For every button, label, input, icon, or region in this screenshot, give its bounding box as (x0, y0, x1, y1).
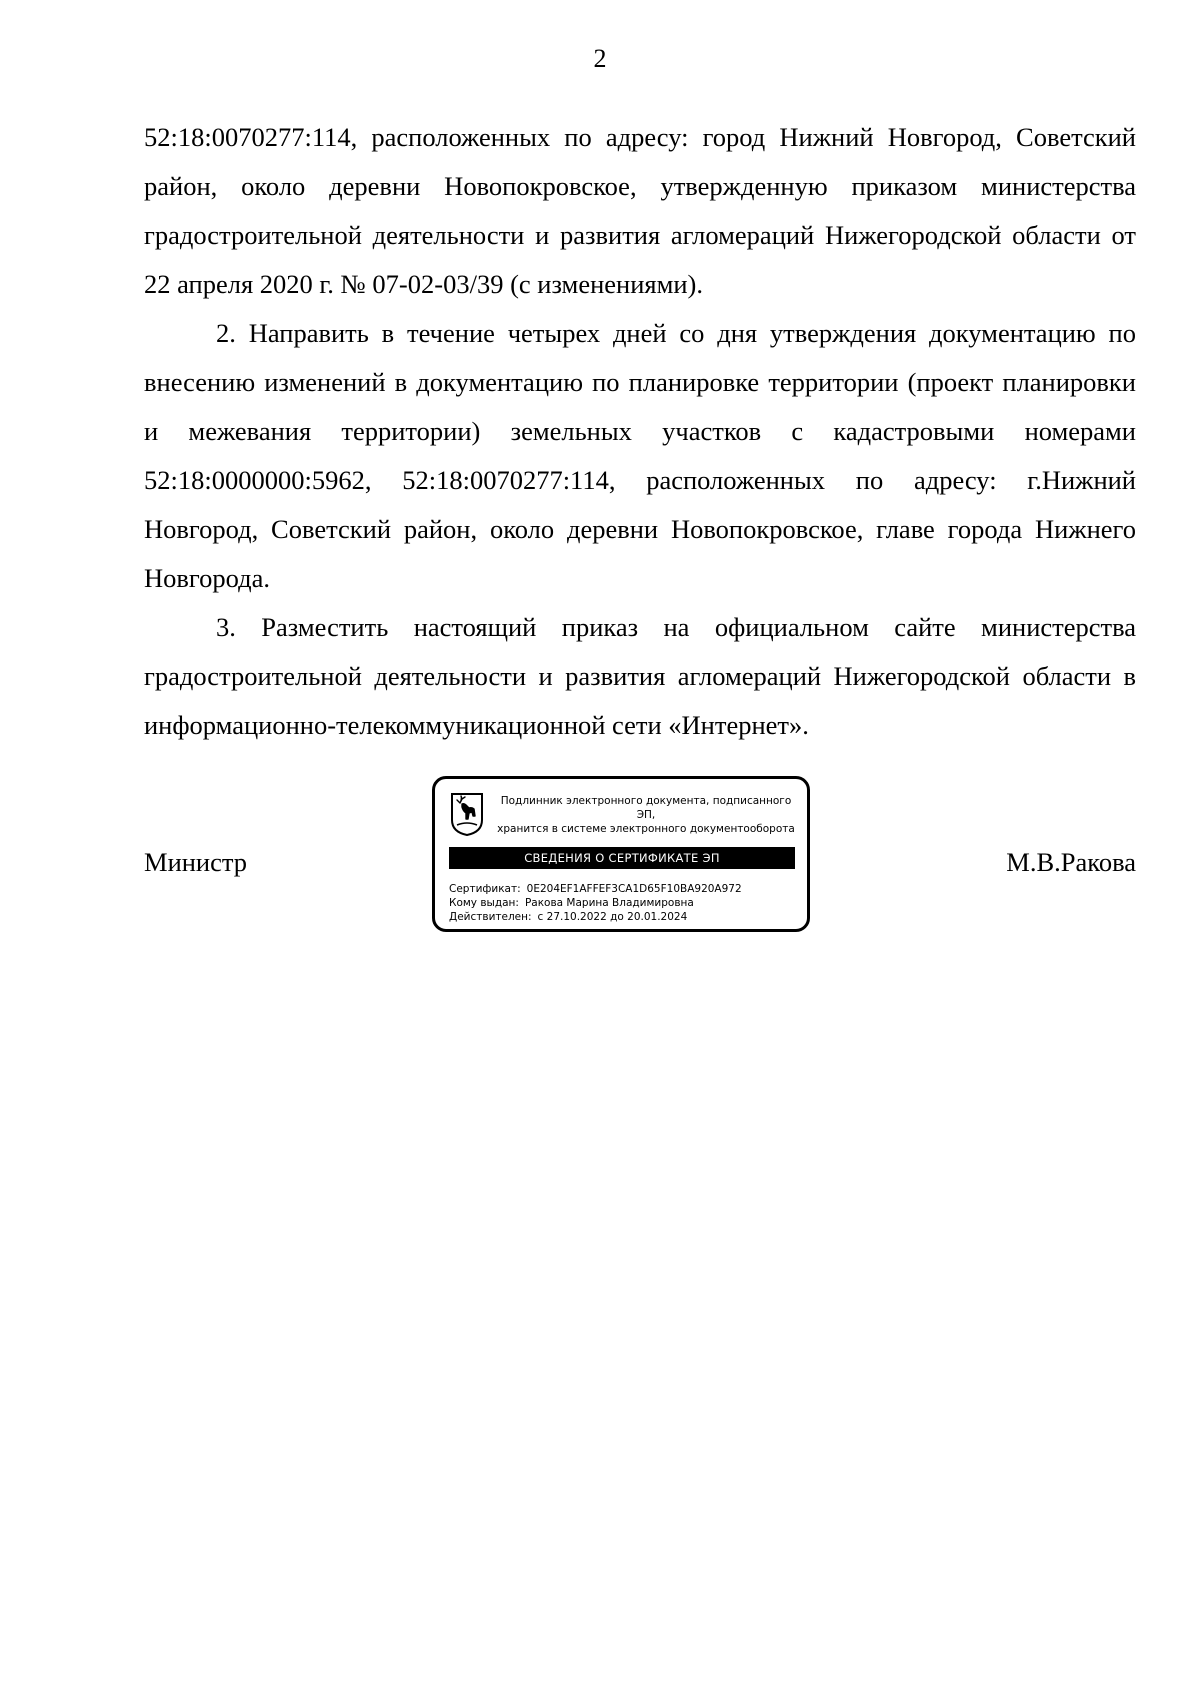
deer-coat-of-arms-icon (449, 792, 485, 836)
paragraph-item-2: 2. Направить в течение четырех дней со дня утверждения документацию по внесению изменений в документацию по планировке территории (проект планировки и межевания территории) земельных участков с кадастровыми номерами 52:18:0000000:5962, 52:18:0070277:114, расположенных по адресу: г.Нижний Новгород, Советский район, около деревни Новопокровское, главе города Нижнего Новгорода. (144, 318, 1136, 593)
stamp-issued-to-row (449, 896, 799, 910)
page-number: 2 (593, 44, 607, 73)
signature-block (0, 776, 1200, 936)
signer-name: М.В.Ракова (1006, 847, 1136, 877)
certificate-label: Сертификат: (449, 883, 521, 895)
electronic-signature-stamp (432, 776, 810, 932)
stamp-validity-row (449, 910, 799, 924)
paragraph-continuation: 52:18:0070277:114, расположенных по адресу: город Нижний Новгород, Советский район, около деревни Новопокровское, утвержденную приказом министерства градостроительной деятельности и развития агломераций Нижегородской области от 22 апреля 2020 г. № 07-02-03/39 (с изменениями). (144, 122, 1136, 299)
stamp-notice-line-2: хранится в системе электронного документооборота (497, 823, 795, 835)
issued-to-value: Ракова Марина Владимировна (524, 897, 694, 909)
validity-label: Действителен: (449, 911, 532, 923)
signer-position: Министр (144, 847, 248, 877)
validity-value: с 27.10.2022 до 20.01.2024 (537, 911, 688, 923)
stamp-notice (491, 794, 801, 836)
stamp-certificate-details (449, 882, 799, 924)
certificate-value: 0E204EF1AFFEF3CA1D65F10BA920A972 (526, 883, 742, 895)
paragraph-item-3: 3. Разместить настоящий приказ на официальном сайте министерства градостроительной деятельности и развития агломераций Нижегородской области в информационно-телекоммуникационной сети «Интернет». (144, 612, 1136, 740)
stamp-certificate-row (449, 882, 799, 896)
stamp-certificate-header: СВЕДЕНИЯ О СЕРТИФИКАТЕ ЭП (449, 847, 795, 869)
document-body (144, 113, 1136, 750)
stamp-notice-line-1: Подлинник электронного документа, подписанного ЭП, (500, 795, 792, 821)
issued-to-label: Кому выдан: (449, 897, 519, 909)
